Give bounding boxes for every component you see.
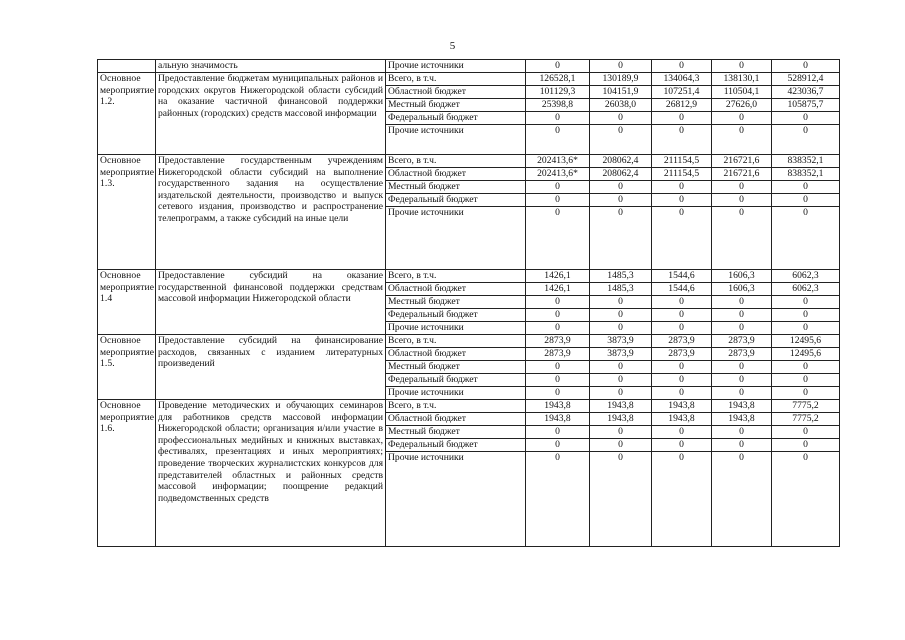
- funding-source-cell: Прочие источники: [386, 207, 526, 270]
- value-cell: 0: [712, 125, 772, 155]
- value-cell: 202413,6*: [526, 168, 590, 181]
- funding-source-cell: Областной бюджет: [386, 413, 526, 426]
- value-cell: 0: [712, 112, 772, 125]
- value-cell: 101129,3: [526, 86, 590, 99]
- value-cell: 0: [526, 426, 590, 439]
- value-cell: 25398,8: [526, 99, 590, 112]
- value-cell: 1943,8: [712, 413, 772, 426]
- value-cell: 0: [526, 439, 590, 452]
- measure-id-cell: Основное мероприятие 1.5.: [98, 335, 156, 400]
- value-cell: 0: [772, 439, 840, 452]
- value-cell: 1943,8: [590, 413, 652, 426]
- funding-source-cell: Местный бюджет: [386, 181, 526, 194]
- value-cell: 0: [590, 426, 652, 439]
- value-cell: 0: [590, 296, 652, 309]
- value-cell: 0: [526, 125, 590, 155]
- value-cell: 423036,7: [772, 86, 840, 99]
- funding-source-cell: Местный бюджет: [386, 426, 526, 439]
- value-cell: 7775,2: [772, 400, 840, 413]
- value-cell: 0: [526, 452, 590, 547]
- measure-description-cell: Предоставление бюджетам муниципальных районов и городских округов Нижегородской области субсидий на оказание частичной финансовой поддержки районных (городских) средств массовой информации: [156, 73, 386, 155]
- value-cell: 2873,9: [526, 335, 590, 348]
- value-cell: 3873,9: [590, 348, 652, 361]
- value-cell: 0: [712, 194, 772, 207]
- funding-source-cell: Областной бюджет: [386, 283, 526, 296]
- value-cell: 1544,6: [652, 270, 712, 283]
- value-cell: 1606,3: [712, 270, 772, 283]
- funding-source-cell: Всего, в т.ч.: [386, 270, 526, 283]
- value-cell: 1544,6: [652, 283, 712, 296]
- funding-source-cell: Прочие источники: [386, 452, 526, 547]
- funding-source-cell: Всего, в т.ч.: [386, 155, 526, 168]
- measure-id-cell: [98, 60, 156, 73]
- value-cell: 0: [772, 426, 840, 439]
- value-cell: 0: [590, 309, 652, 322]
- funding-source-cell: Федеральный бюджет: [386, 439, 526, 452]
- funding-source-cell: Всего, в т.ч.: [386, 73, 526, 86]
- value-cell: 12495,6: [772, 335, 840, 348]
- value-cell: 0: [772, 452, 840, 547]
- measure-description-cell: Предоставление субсидий на оказание государственной финансовой поддержки средствам массовой информации Нижегородской области: [156, 270, 386, 335]
- value-cell: 838352,1: [772, 168, 840, 181]
- value-cell: 107251,4: [652, 86, 712, 99]
- value-cell: 0: [772, 361, 840, 374]
- table-body: [98, 60, 840, 547]
- value-cell: 0: [712, 296, 772, 309]
- value-cell: 1943,8: [712, 400, 772, 413]
- value-cell: 0: [526, 322, 590, 335]
- value-cell: 0: [712, 374, 772, 387]
- funding-source-cell: Всего, в т.ч.: [386, 335, 526, 348]
- value-cell: 0: [772, 374, 840, 387]
- value-cell: 0: [590, 322, 652, 335]
- value-cell: 0: [590, 452, 652, 547]
- value-cell: 0: [772, 194, 840, 207]
- value-cell: 0: [772, 296, 840, 309]
- value-cell: 0: [712, 439, 772, 452]
- value-cell: 0: [526, 374, 590, 387]
- value-cell: 0: [712, 452, 772, 547]
- value-cell: 0: [526, 296, 590, 309]
- value-cell: 1426,1: [526, 270, 590, 283]
- value-cell: 0: [772, 181, 840, 194]
- value-cell: 0: [712, 426, 772, 439]
- value-cell: 0: [772, 322, 840, 335]
- value-cell: 0: [772, 309, 840, 322]
- funding-source-cell: Областной бюджет: [386, 168, 526, 181]
- value-cell: 0: [652, 361, 712, 374]
- value-cell: 0: [652, 60, 712, 73]
- table-row: [98, 60, 840, 73]
- value-cell: 0: [590, 181, 652, 194]
- value-cell: 0: [652, 452, 712, 547]
- value-cell: 0: [712, 60, 772, 73]
- value-cell: 7775,2: [772, 413, 840, 426]
- funding-source-cell: Местный бюджет: [386, 99, 526, 112]
- value-cell: 0: [712, 207, 772, 270]
- funding-source-cell: Местный бюджет: [386, 361, 526, 374]
- value-cell: 0: [652, 439, 712, 452]
- value-cell: 0: [652, 374, 712, 387]
- value-cell: 216721,6: [712, 168, 772, 181]
- value-cell: 1943,8: [590, 400, 652, 413]
- value-cell: 0: [652, 112, 712, 125]
- value-cell: 208062,4: [590, 168, 652, 181]
- value-cell: 0: [772, 387, 840, 400]
- value-cell: 0: [712, 361, 772, 374]
- value-cell: 0: [590, 207, 652, 270]
- value-cell: 110504,1: [712, 86, 772, 99]
- value-cell: 0: [772, 207, 840, 270]
- funding-source-cell: Всего, в т.ч.: [386, 400, 526, 413]
- funding-source-cell: Областной бюджет: [386, 348, 526, 361]
- value-cell: 1606,3: [712, 283, 772, 296]
- value-cell: 0: [590, 439, 652, 452]
- value-cell: 0: [652, 322, 712, 335]
- value-cell: 0: [712, 309, 772, 322]
- funding-source-cell: Федеральный бюджет: [386, 112, 526, 125]
- value-cell: 26038,0: [590, 99, 652, 112]
- funding-source-cell: Прочие источники: [386, 322, 526, 335]
- table-row: [98, 73, 840, 86]
- value-cell: 6062,3: [772, 270, 840, 283]
- value-cell: 2873,9: [712, 348, 772, 361]
- value-cell: 0: [652, 387, 712, 400]
- value-cell: 2873,9: [652, 348, 712, 361]
- funding-source-cell: Прочие источники: [386, 387, 526, 400]
- value-cell: 2873,9: [712, 335, 772, 348]
- value-cell: 0: [526, 207, 590, 270]
- funding-source-cell: Федеральный бюджет: [386, 309, 526, 322]
- value-cell: 1943,8: [652, 400, 712, 413]
- value-cell: 0: [590, 361, 652, 374]
- value-cell: 0: [772, 112, 840, 125]
- value-cell: 0: [526, 60, 590, 73]
- value-cell: 104151,9: [590, 86, 652, 99]
- value-cell: 1485,3: [590, 270, 652, 283]
- value-cell: 0: [590, 374, 652, 387]
- funding-source-cell: Федеральный бюджет: [386, 194, 526, 207]
- value-cell: 211154,5: [652, 155, 712, 168]
- value-cell: 838352,1: [772, 155, 840, 168]
- value-cell: 126528,1: [526, 73, 590, 86]
- table-row: [98, 400, 840, 413]
- value-cell: 216721,6: [712, 155, 772, 168]
- value-cell: 6062,3: [772, 283, 840, 296]
- measure-description-cell: Проведение методических и обучающих семинаров для работников средств массовой информации Нижегородской области; организация и/или участие в профессиональных медийных и книжных выставках, фестивалях, презентациях и иных мероприятиях; проведение творческих журналистских конкурсов для представителей областных и районных средств массовой информации; поощрение редакций подведомственных средств: [156, 400, 386, 547]
- value-cell: 0: [590, 387, 652, 400]
- value-cell: 0: [652, 296, 712, 309]
- value-cell: 0: [526, 112, 590, 125]
- value-cell: 0: [652, 125, 712, 155]
- table-row: [98, 270, 840, 283]
- value-cell: 1426,1: [526, 283, 590, 296]
- value-cell: 0: [652, 194, 712, 207]
- value-cell: 0: [712, 387, 772, 400]
- value-cell: 0: [526, 387, 590, 400]
- value-cell: 528912,4: [772, 73, 840, 86]
- value-cell: 3873,9: [590, 335, 652, 348]
- value-cell: 0: [652, 181, 712, 194]
- funding-source-cell: Местный бюджет: [386, 296, 526, 309]
- value-cell: 0: [772, 60, 840, 73]
- value-cell: 134064,3: [652, 73, 712, 86]
- measure-id-cell: Основное мероприятие 1.3.: [98, 155, 156, 270]
- value-cell: 138130,1: [712, 73, 772, 86]
- value-cell: 12495,6: [772, 348, 840, 361]
- value-cell: 0: [526, 361, 590, 374]
- value-cell: 27626,0: [712, 99, 772, 112]
- measure-description-cell: Предоставление государственным учреждениям Нижегородской области субсидий на выполнение государственного задания на осуществление издательской деятельности, производство и выпуск сетевого издания, производство и распространение телепрограмм, а также субсидий на иные цели: [156, 155, 386, 270]
- value-cell: 202413,6*: [526, 155, 590, 168]
- measure-id-cell: Основное мероприятие 1.6.: [98, 400, 156, 547]
- table-row: [98, 335, 840, 348]
- budget-table: [97, 59, 840, 547]
- value-cell: 2873,9: [526, 348, 590, 361]
- funding-source-cell: Областной бюджет: [386, 86, 526, 99]
- measure-description-cell: альную значимость: [156, 60, 386, 73]
- value-cell: 130189,9: [590, 73, 652, 86]
- value-cell: 211154,5: [652, 168, 712, 181]
- value-cell: 208062,4: [590, 155, 652, 168]
- value-cell: 0: [590, 194, 652, 207]
- measure-description-cell: Предоставление субсидий на финансирование расходов, связанных с изданием литературных произведений: [156, 335, 386, 400]
- value-cell: 26812,9: [652, 99, 712, 112]
- value-cell: 0: [652, 426, 712, 439]
- value-cell: 1943,8: [526, 413, 590, 426]
- funding-source-cell: Прочие источники: [386, 60, 526, 73]
- funding-source-cell: Федеральный бюджет: [386, 374, 526, 387]
- value-cell: 0: [712, 181, 772, 194]
- value-cell: 0: [712, 322, 772, 335]
- value-cell: 0: [590, 60, 652, 73]
- page-number: 5: [449, 40, 456, 52]
- value-cell: 2873,9: [652, 335, 712, 348]
- value-cell: 0: [652, 207, 712, 270]
- value-cell: 0: [526, 309, 590, 322]
- value-cell: 1943,8: [652, 413, 712, 426]
- value-cell: 0: [590, 112, 652, 125]
- table-row: [98, 155, 840, 168]
- value-cell: 0: [526, 181, 590, 194]
- value-cell: 1943,8: [526, 400, 590, 413]
- funding-source-cell: Прочие источники: [386, 125, 526, 155]
- value-cell: 105875,7: [772, 99, 840, 112]
- measure-id-cell: Основное мероприятие 1.4: [98, 270, 156, 335]
- value-cell: 0: [652, 309, 712, 322]
- value-cell: 1485,3: [590, 283, 652, 296]
- value-cell: 0: [526, 194, 590, 207]
- value-cell: 0: [590, 125, 652, 155]
- measure-id-cell: Основное мероприятие 1.2.: [98, 73, 156, 155]
- value-cell: 0: [772, 125, 840, 155]
